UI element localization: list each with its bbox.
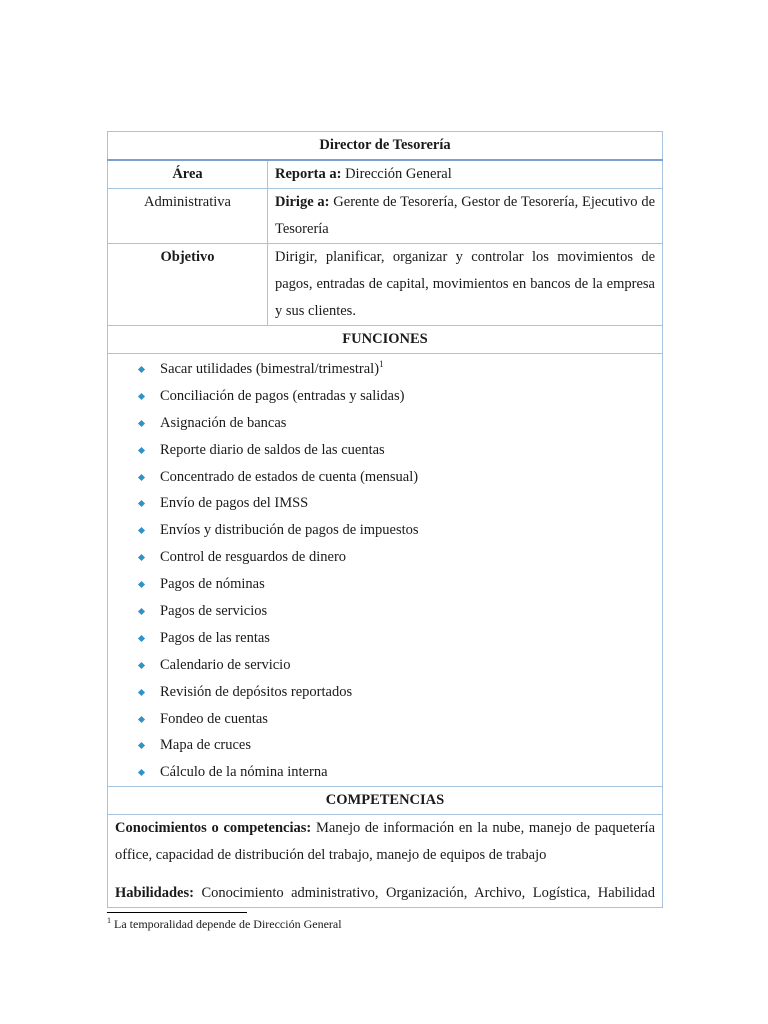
area-row: [108, 189, 663, 244]
diamond-bullet-icon: [138, 769, 145, 776]
dirige-label: Dirige a:: [275, 194, 330, 210]
diamond-bullet-icon: [138, 393, 145, 400]
funcion-item: [132, 598, 662, 625]
funcion-item: [132, 679, 662, 706]
footnote-mark: 1: [107, 916, 111, 925]
funcion-item: [132, 706, 662, 733]
funcion-text: Pagos de servicios: [160, 603, 268, 620]
objetivo-row: [108, 244, 663, 326]
diamond-bullet-icon: [138, 608, 145, 615]
funcion-text: Mapa de cruces: [160, 737, 251, 754]
area-label: Área: [108, 160, 268, 189]
footnote-text: La temporalidad depende de Dirección General: [114, 917, 342, 931]
funcion-text: Pagos de nóminas: [160, 576, 265, 593]
conocimientos-paragraph: [115, 815, 655, 869]
conocimientos-value: Manejo de información en la nube, manejo de paquetería office, capacidad de distribución del trabajo, manejo de equipos de trabajo: [115, 820, 656, 864]
conocimientos-label: Conocimientos o competencias:: [115, 820, 312, 837]
funcion-text: Envíos y distribución de pagos de impuestos: [160, 522, 419, 539]
competencias-title: COMPETENCIAS: [108, 787, 663, 815]
funcion-text: Calendario de servicio: [160, 656, 291, 673]
funciones-header-row: [108, 326, 663, 354]
funcion-item: [132, 490, 662, 517]
diamond-bullet-icon: [138, 716, 145, 723]
habilidades-label: Habilidades:: [115, 885, 194, 902]
funciones-list: [108, 354, 662, 786]
diamond-bullet-icon: [138, 366, 145, 373]
funcion-text: Concentrado de estados de cuenta (mensual): [160, 468, 419, 485]
area-value: Administrativa: [108, 189, 268, 244]
competencias-header-row: [108, 787, 663, 815]
reporta-value: Dirección General: [345, 166, 452, 182]
objetivo-value: Dirigir, planificar, organizar y controlar los movimientos de pagos, entradas de capital, movimientos en bancos de la empresa y sus clientes.: [268, 244, 663, 326]
diamond-bullet-icon: [138, 581, 145, 588]
funcion-item: [132, 732, 662, 759]
funcion-text: Revisión de depósitos reportados: [160, 683, 353, 700]
funcion-item: [132, 544, 662, 571]
reporta-cell: [268, 160, 663, 189]
diamond-bullet-icon: [138, 500, 145, 507]
objetivo-label: Objetivo: [108, 244, 268, 326]
competencias-row: [108, 815, 663, 908]
funcion-text: Conciliación de pagos (entradas y salidas): [160, 387, 405, 404]
footnote-separator: [107, 912, 247, 913]
funcion-item: [132, 410, 662, 437]
funcion-item: [132, 356, 662, 383]
funcion-item: [132, 571, 662, 598]
diamond-bullet-icon: [138, 527, 145, 534]
dirige-cell: [268, 189, 663, 244]
funcion-item: [132, 517, 662, 544]
funcion-text: Fondeo de cuentas: [160, 710, 268, 727]
funcion-text: Reporte diario de saldos de las cuentas: [160, 441, 385, 458]
funcion-text: Sacar utilidades (bimestral/trimestral): [160, 361, 380, 377]
diamond-bullet-icon: [138, 742, 145, 749]
title-row: [108, 132, 663, 161]
diamond-bullet-icon: [138, 635, 145, 642]
footnote-reference: 1: [379, 359, 384, 370]
funcion-item: [132, 464, 662, 491]
funcion-item: [132, 652, 662, 679]
funciones-cell: [108, 354, 663, 787]
area-header-row: [108, 160, 663, 189]
competencias-cell: [108, 815, 663, 908]
funcion-item: [132, 437, 662, 464]
job-description-table: [107, 131, 663, 908]
habilidades-value: Conocimiento administrativo, Organización, Archivo, Logística, Habilidad: [201, 885, 655, 902]
diamond-bullet-icon: [138, 662, 145, 669]
habilidades-paragraph: [115, 880, 655, 907]
funcion-text: Cálculo de la nómina interna: [160, 764, 328, 781]
funciones-title: FUNCIONES: [108, 326, 663, 354]
diamond-bullet-icon: [138, 420, 145, 427]
diamond-bullet-icon: [138, 474, 145, 481]
diamond-bullet-icon: [138, 689, 145, 696]
dirige-value: Gerente de Tesorería, Gestor de Tesorería, Ejecutivo de Tesorería: [275, 194, 656, 237]
funcion-item: [132, 383, 662, 410]
job-title: Director de Tesorería: [108, 132, 663, 161]
funcion-item: [132, 759, 662, 786]
funcion-text: Pagos de las rentas: [160, 629, 270, 646]
footnote: [107, 917, 342, 932]
funcion-text: Envío de pagos del IMSS: [160, 495, 309, 512]
funcion-text: Control de resguardos de dinero: [160, 549, 347, 566]
funciones-row: [108, 354, 663, 787]
diamond-bullet-icon: [138, 447, 145, 454]
funcion-text: Asignación de bancas: [160, 414, 287, 431]
diamond-bullet-icon: [138, 554, 145, 561]
reporta-label: Reporta a:: [275, 166, 342, 182]
funcion-item: [132, 625, 662, 652]
